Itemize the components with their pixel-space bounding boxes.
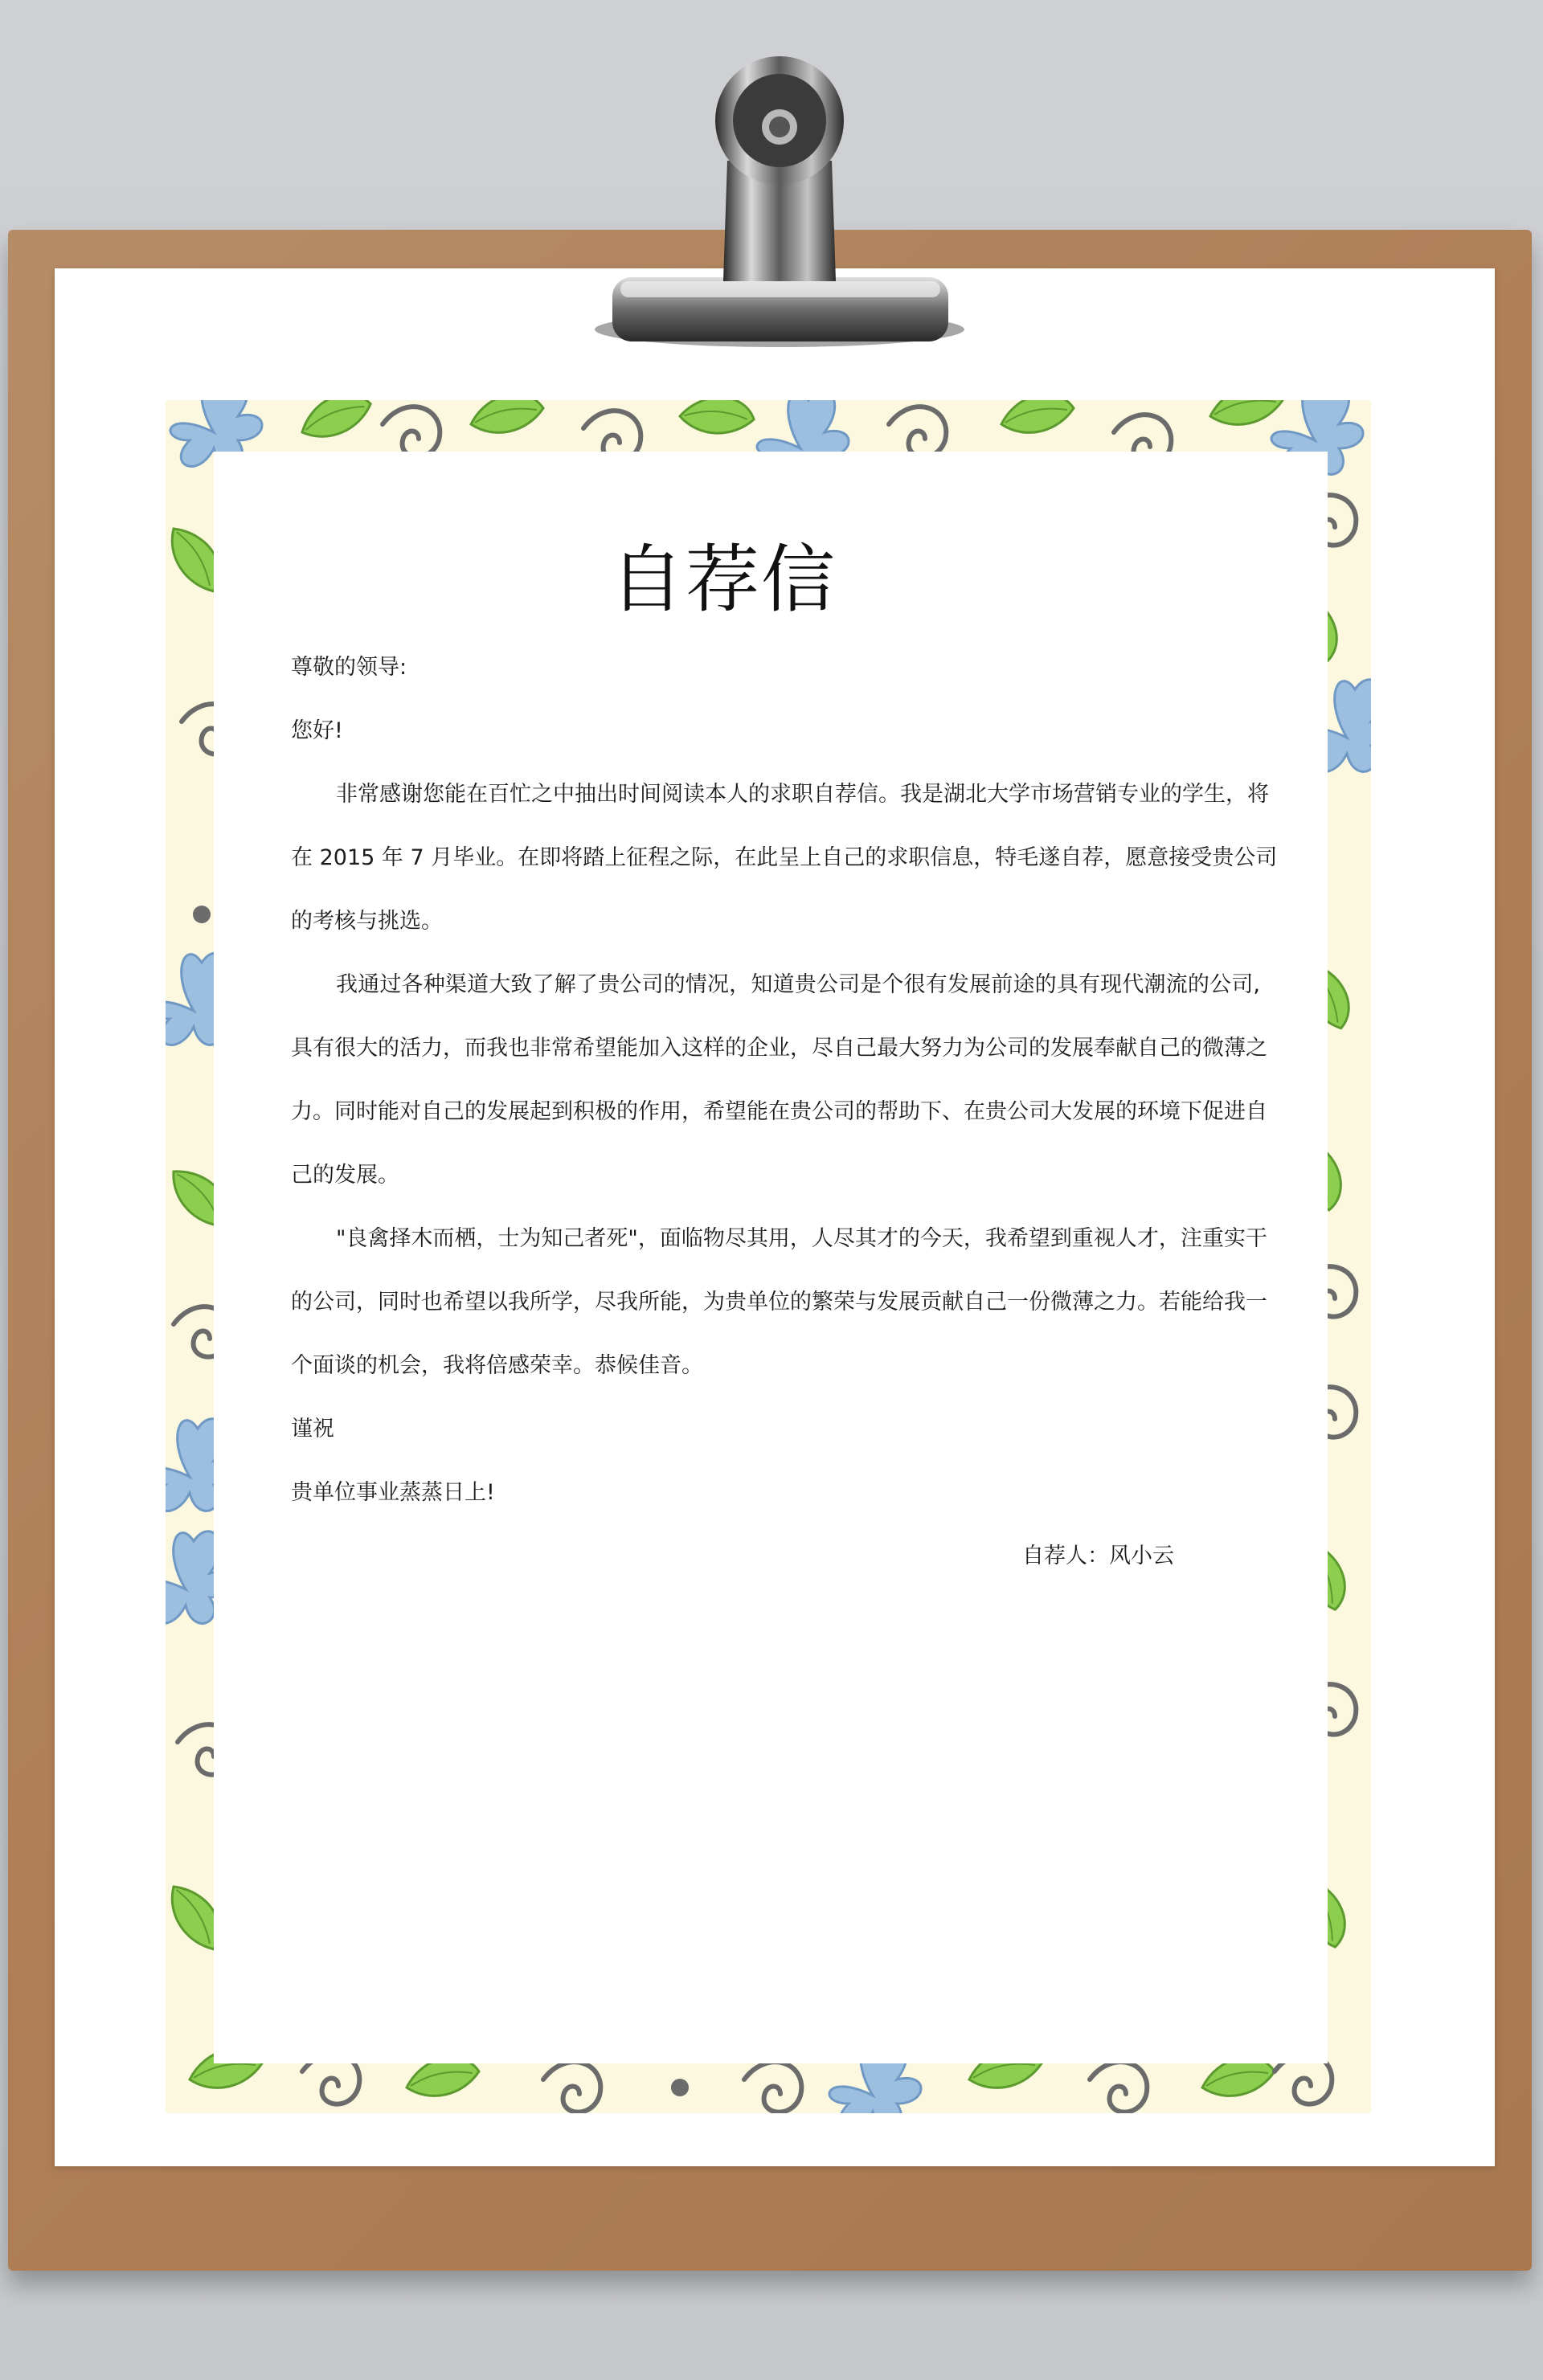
signature: 自荐人：风小云 [1022, 1544, 1174, 1568]
closing: 谨祝 [291, 1417, 334, 1441]
greeting: 尊敬的领导: [291, 655, 407, 680]
letter-title: 自荐信 [609, 537, 837, 623]
binder-clip-icon [0, 0, 1543, 370]
letter-sheet [214, 452, 1328, 2063]
paragraph-2-line-4: 己的发展。 [291, 1163, 399, 1188]
wish-line: 贵单位事业蒸蒸日上! [291, 1480, 495, 1505]
paragraph-3-line-3: 个面谈的机会，我将倍感荣幸。恭候佳音。 [291, 1353, 703, 1378]
hello-line: 您好! [291, 718, 343, 743]
paragraph-1-line-1: 非常感谢您能在百忙之中抽出时间阅读本人的求职自荐信。我是湖北大学市场营销专业的学生，将 [336, 782, 1269, 807]
paragraph-1-line-3: 的考核与挑选。 [291, 909, 443, 934]
paragraph-1-line-2: 在 2015 年 7 月毕业。在即将踏上征程之际，在此呈上自己的求职信息，特毛遂自荐，愿意接受贵公司 [291, 845, 1278, 870]
paragraph-2-line-3: 力。同时能对自己的发展起到积极的作用，希望能在贵公司的帮助下、在贵公司大发展的环境下促进自 [291, 1099, 1267, 1124]
paragraph-3-line-1: "良禽择木而栖，士为知己者死"，面临物尽其用，人尽其才的今天，我希望到重视人才，注重实干 [336, 1226, 1267, 1251]
paragraph-2-line-1: 我通过各种渠道大致了解了贵公司的情况，知道贵公司是个很有发展前途的具有现代潮流的公司, [336, 972, 1260, 997]
paragraph-2-line-2: 具有很大的活力，而我也非常希望能加入这样的企业，尽自己最大努力为公司的发展奉献自己的微薄之 [291, 1036, 1267, 1061]
paragraph-3-line-2: 的公司，同时也希望以我所学，尽我所能，为贵单位的繁荣与发展贡献自己一份微薄之力。若能给我一 [291, 1290, 1267, 1315]
